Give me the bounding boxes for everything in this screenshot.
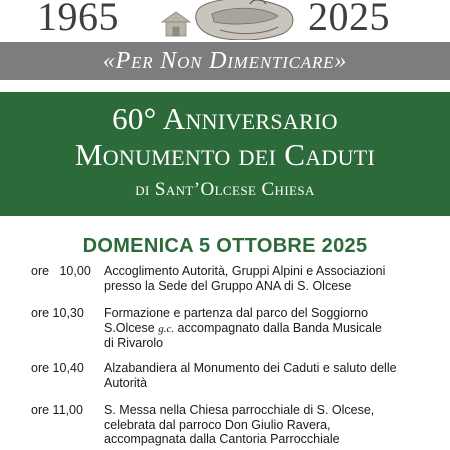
motto-band — [0, 42, 450, 80]
year-strip — [0, 0, 450, 42]
schedule-line: Accoglimento Autorità, Gruppi Alpini e Associazioni — [104, 264, 386, 278]
year-start: 1965 — [37, 0, 119, 39]
title-monument: Monumento dei Caduti — [74, 137, 376, 172]
schedule-line: Autorità — [104, 375, 148, 390]
schedule-line: accompagnata dalla Cantoria Parrocchiale — [104, 432, 340, 446]
schedule-line: Formazione e partenza dal parco del Soggiorno — [104, 306, 369, 320]
schedule-text: accompagnato dalla Banda Musicale — [174, 320, 382, 335]
schedule-line — [104, 321, 434, 337]
title-location: di Sant’Olcese Chiesa — [135, 179, 315, 200]
schedule-line: di Rivarolo — [104, 336, 164, 350]
title-anniversary: 60° Anniversario — [112, 101, 338, 136]
year-end: 2025 — [308, 0, 390, 39]
schedule-line: celebrata dal parroco Don Giulio Ravera, — [104, 417, 331, 432]
schedule-line: Alzabandiera al Monumento dei Caduti e saluto delle — [104, 361, 397, 375]
schedule-description — [104, 264, 434, 293]
schedule-description — [104, 361, 434, 390]
schedule-text: S.Olcese — [104, 320, 159, 335]
event-date: DOMENICA 5 OTTOBRE 2025 — [82, 235, 368, 257]
schedule-description — [104, 306, 434, 351]
schedule-time: ore 10,00 — [31, 264, 91, 278]
schedule-note: g.c. — [158, 322, 175, 335]
monument-illustration — [150, 0, 300, 40]
schedule-time: ore 11,00 — [31, 403, 83, 417]
schedule-description — [104, 403, 434, 447]
schedule-line: S. Messa nella Chiesa parrocchiale di S. Olcese, — [104, 403, 375, 417]
schedule-time: ore 10,30 — [31, 306, 84, 320]
title-band — [0, 92, 450, 216]
schedule-time: ore 10,40 — [31, 361, 84, 375]
motto-text: «Per Non Dimenticare» — [102, 47, 348, 74]
schedule-line: presso la Sede del Gruppo ANA di S. Olcese — [104, 278, 352, 293]
